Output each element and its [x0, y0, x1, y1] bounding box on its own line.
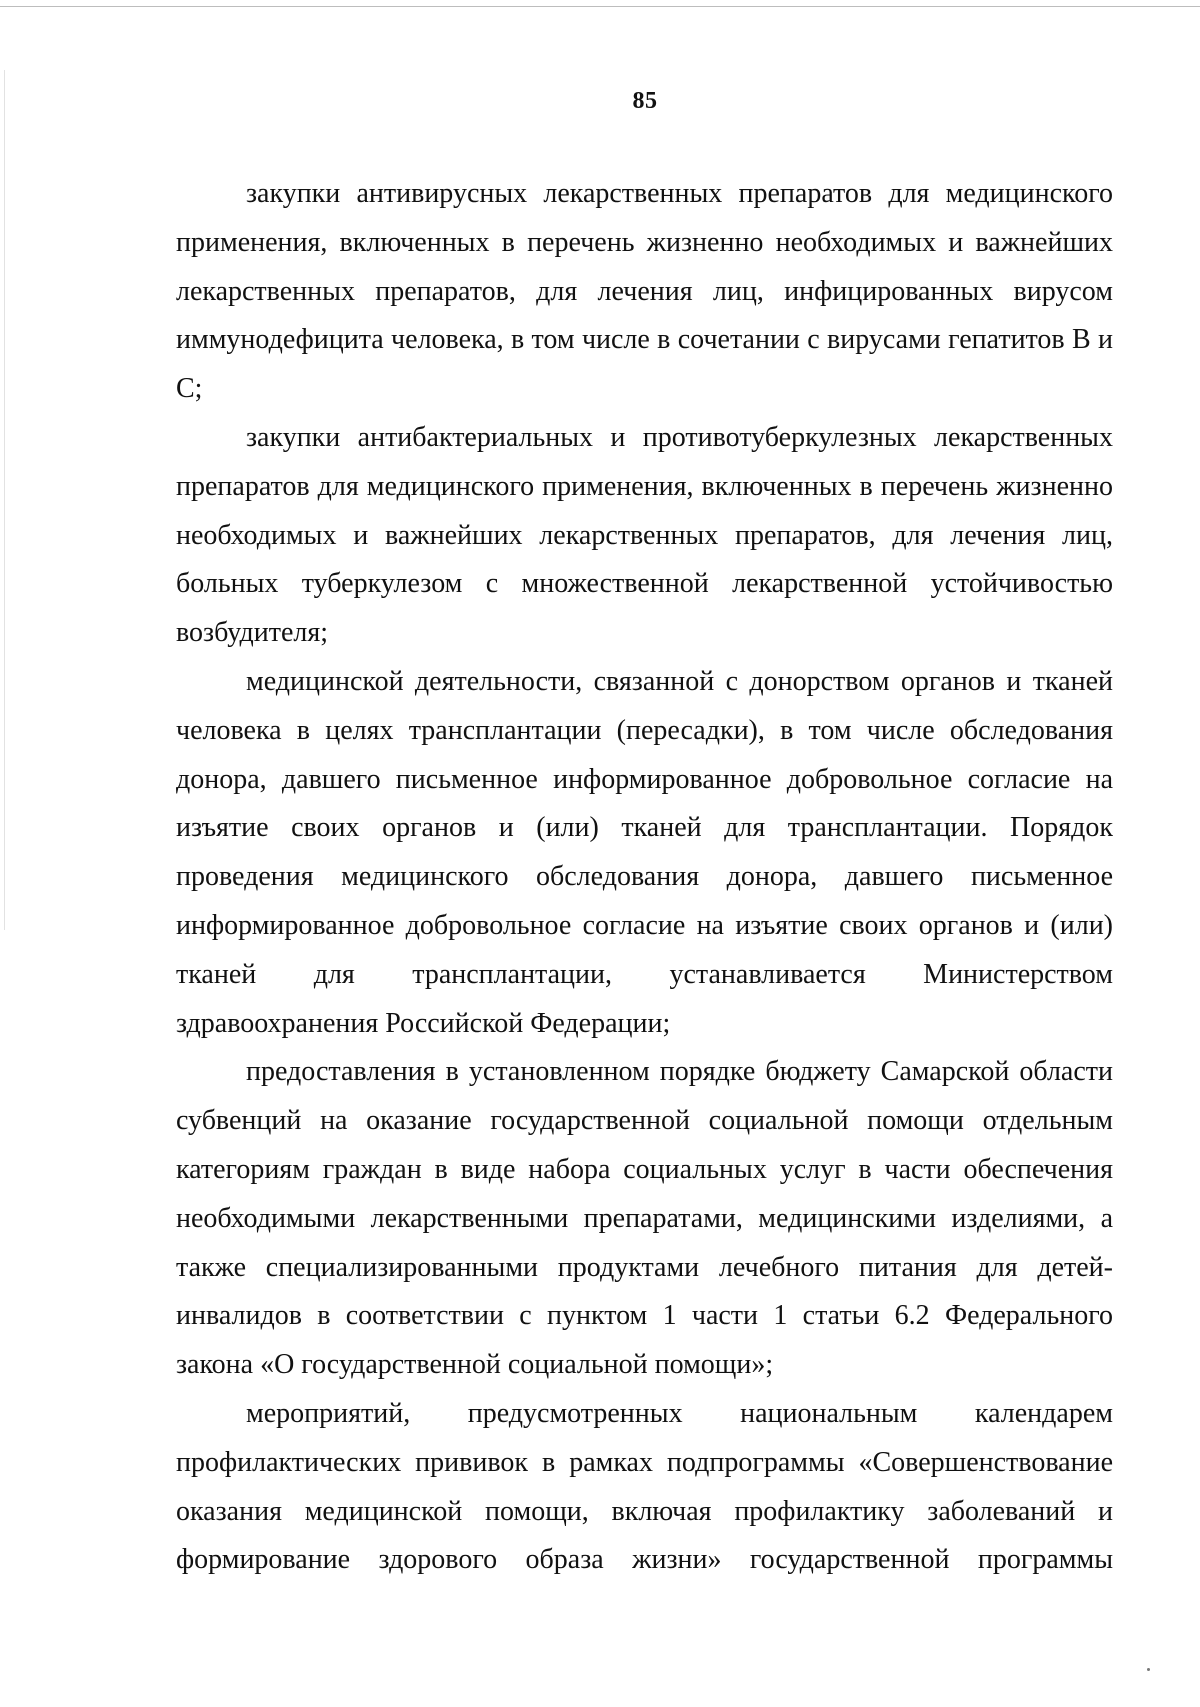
paragraph-antibacterial-procurement: закупки антибактериальных и противотуберкулезных лекарственных препаратов для медицинского применения, включенных в перечень жизненно необходимых и важнейших лекарственных препаратов, для лечения лиц, больных туберкулезом с множественной лекарственной устойчивостью возбудителя; — [176, 421, 1113, 649]
paragraph-samara-subventions: предоставления в установленном порядке бюджету Самарской области субвенций на оказание государственной социальной помощи отдельным категориям граждан в виде набора социальных услуг в части обеспечения необходимыми лекарственными препаратами, медицинскими изделиями, а также специализированными продуктами лечебного питания для детей-инвалидов в соответствии с пунктом 1 части 1 статьи 6.2 Федерального закона «О государственной социальной помощи»; — [176, 1056, 1113, 1381]
paragraph-organ-donation: медицинской деятельности, связанной с донорством органов и тканей человека в целях трансплантации (пересадки), в том числе обследования донора, давшего письменное информированное добровольное согласие на изъятие своих органов и (или) тканей для трансплантации. Порядок проведения медицинского обследования донора, давшего письменное информированное добровольное согласие на изъятие своих органов и (или) тканей для трансплантации, устанавливается Министерством здравоохранения Российской Федерации; — [176, 665, 1113, 1039]
page-number: 85 — [632, 88, 658, 114]
document-body — [176, 170, 1113, 1585]
scan-edge-top — [0, 6, 1200, 7]
scan-edge-left — [4, 70, 5, 930]
paragraph-vaccination-calendar: мероприятий, предусмотренных национальным календарем профилактических прививок в рамках подпрограммы «Совершенствование оказания медицинской помощи, включая профилактику заболеваний и формирование здорового образа жизни» государственной программы — [176, 1397, 1113, 1576]
paragraph-antiviral-procurement: закупки антивирусных лекарственных препаратов для медицинского применения, включенных в перечень жизненно необходимых и важнейших лекарственных препаратов, для лечения лиц, инфицированных вирусом иммунодефицита человека, в том числе в сочетании с вирусами гепатитов В и С; — [176, 178, 1113, 405]
scan-speck — [1147, 1668, 1150, 1671]
